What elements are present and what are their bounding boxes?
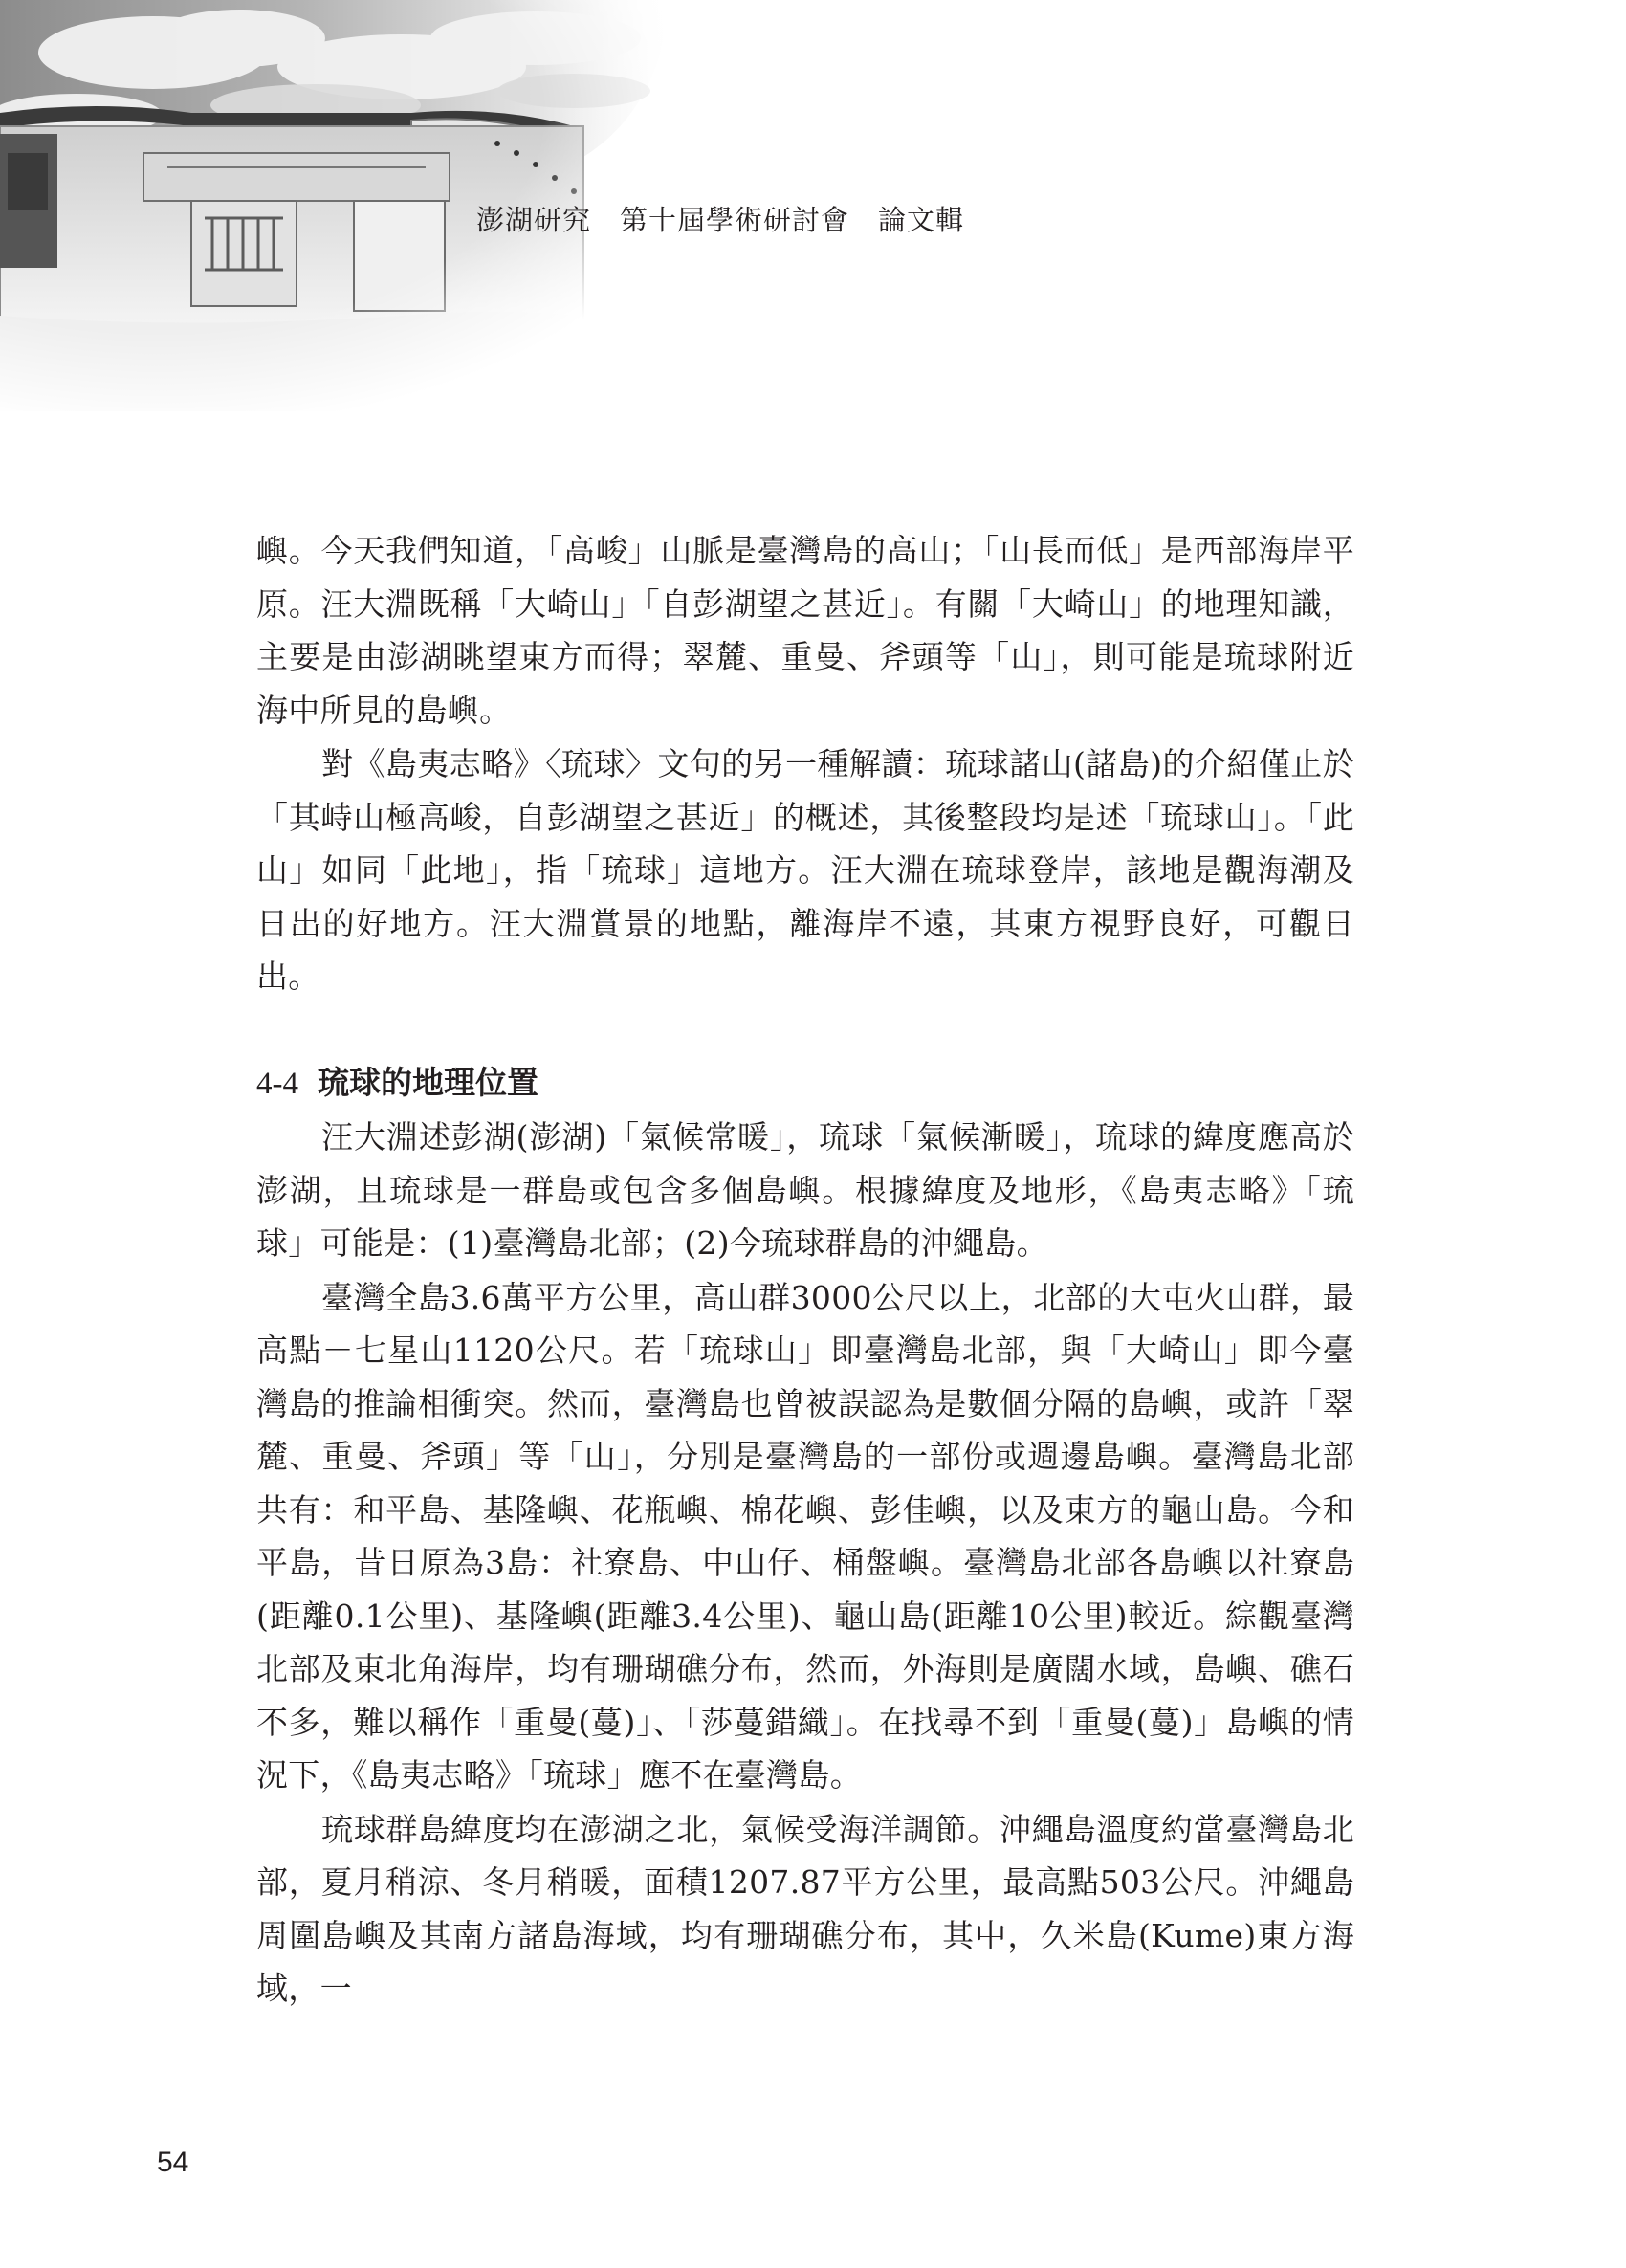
section-number: 4-4 xyxy=(256,1066,298,1101)
paragraph: 對《島夷志略》〈琉球〉文句的另一種解讀：琉球諸山(諸島)的介紹僅止於「其峙山極高峻，自彭湖望之甚近」的概述，其後整段均是述「琉球山」。「此山」如同「此地」，指「琉球」這地方。汪大淵在琉球登岸，該地是觀海潮及日出的好地方。汪大淵賞景的地點，離海岸不遠，其東方視野良好，可觀日出。 xyxy=(256,745,1354,995)
paragraph: 琉球群島緯度均在澎湖之北，氣候受海洋調節。沖繩島溫度約當臺灣島北部，夏月稍涼、冬月稍暖，面積1207.87平方公里，最高點503公尺。沖繩島周圍島嶼及其南方諸島海域，均有珊瑚礁分布，其中，久米島(Kume)東方海域，一 xyxy=(256,1810,1354,2007)
page-number: 54 xyxy=(157,2147,189,2178)
paragraph-continuation: 嶼。今天我們知道，「高峻」山脈是臺灣島的高山；「山長而低」是西部海岸平原。汪大淵既稱「大崎山」「自彭湖望之甚近」。有關「大崎山」的地理知識，主要是由澎湖眺望東方而得；翠麓、重曼、斧頭等「山」，則可能是琉球附近海中所見的島嶼。 xyxy=(256,532,1354,729)
section-heading xyxy=(256,1056,1354,1112)
paragraph: 臺灣全島3.6萬平方公里，高山群3000公尺以上，北部的大屯火山群，最高點－七星山1120公尺。若「琉球山」即臺灣島北部，與「大崎山」即今臺灣島的推論相衝突。然而，臺灣島也曾被誤認為是數個分隔的島嶼，或許「翠麓、重曼、斧頭」等「山」，分別是臺灣島的一部份或週邊島嶼。臺灣島北部共有：和平島、基隆嶼、花瓶嶼、棉花嶼、彭佳嶼，以及東方的龜山島。今和平島，昔日原為3島：社寮島、中山仔、桶盤嶼。臺灣島北部各島嶼以社寮島(距離0.1公里)、基隆嶼(距離3.4公里)、龜山島(距離10公里)較近。綜觀臺灣北部及東北角海岸，均有珊瑚礁分布，然而，外海則是廣闊水域，島嶼、礁石不多，難以稱作「重曼(蔓)」、「莎蔓錯織」。在找尋不到「重曼(蔓)」島嶼的情況下，《島夷志略》「琉球」應不在臺灣島。 xyxy=(256,1278,1354,1794)
paragraph: 汪大淵述彭湖(澎湖)「氣候常暖」，琉球「氣候漸暖」，琉球的緯度應高於澎湖，且琉球是一群島或包含多個島嶼。根據緯度及地形，《島夷志略》「琉球」可能是：(1)臺灣島北部；(2)今琉球群島的沖繩島。 xyxy=(256,1118,1354,1262)
article-body xyxy=(256,524,1354,2015)
section-title: 琉球的地理位置 xyxy=(318,1063,538,1101)
running-head: 澎湖研究 第十屆學術研討會 論文輯 xyxy=(476,204,965,236)
